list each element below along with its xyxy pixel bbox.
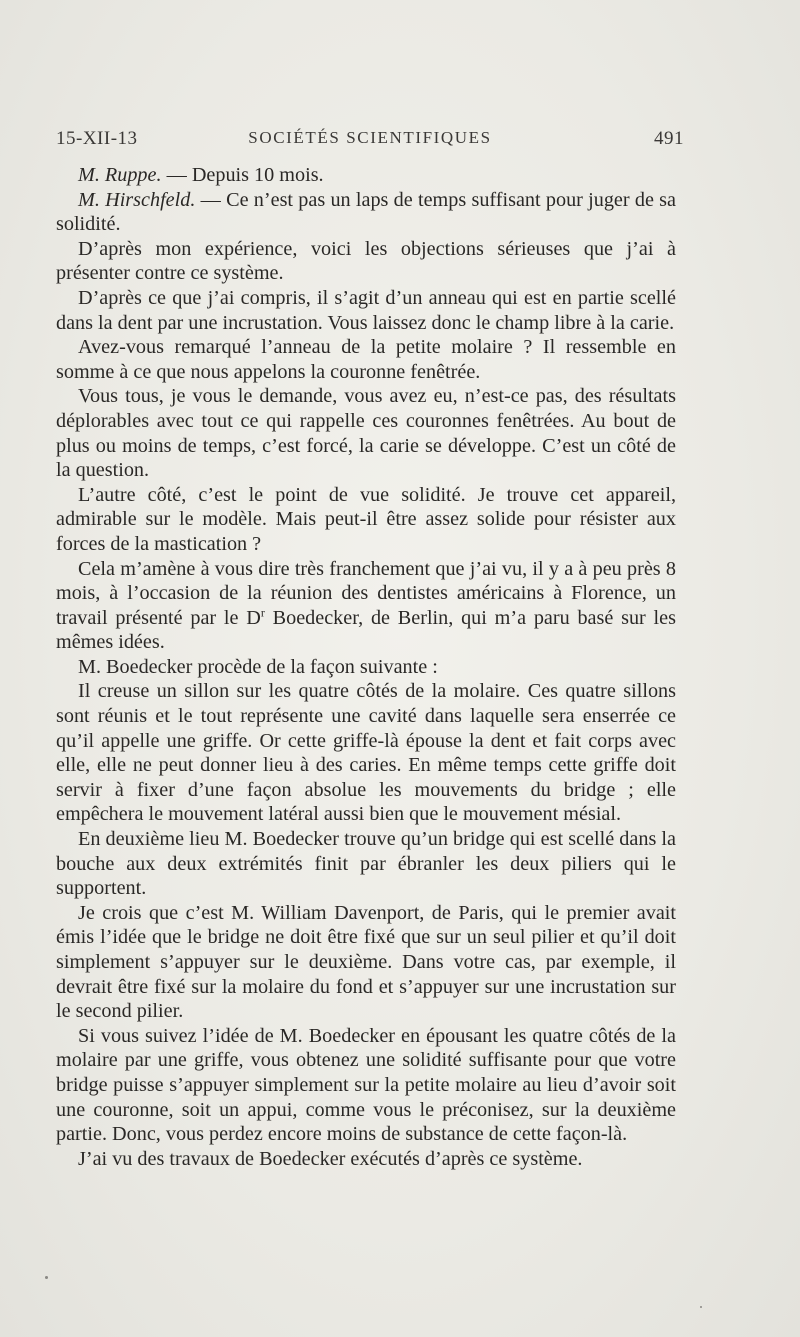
paragraph-text: — Ce n’est pas un laps de temps suffisant pour juger de sa solidité. (56, 188, 676, 236)
superscript: r (260, 604, 265, 619)
paragraph: Avez-vous remarqué l’anneau de la petite molaire ? Il ressemble en somme à ce que nous appelons la couronne fenêtrée. (56, 336, 676, 383)
paper-speck (700, 1306, 702, 1308)
running-head-date: 15-XII-13 (56, 128, 138, 149)
speaker-name: M. Hirschfeld. (78, 188, 196, 211)
speaker-name: M. Ruppe. (78, 164, 162, 186)
paragraph: J’ai vu des travaux de Boedecker exécutés d’après ce système. (78, 1147, 583, 1170)
paragraph: M. Boedecker procède de la façon suivante : (78, 655, 438, 678)
paragraph: Je crois que c’est M. William Davenport, de Paris, qui le premier avait émis l’idée que le bridge ne doit être fixé que sur un seul pilier et qu’il doit simplement s’appuyer sur le deuxième. Dans votre cas, par exemple, il devrait être fixé sur la molaire du fond et s’appuyer sur une incrustation sur le second pilier. (56, 901, 676, 1023)
paragraph: En deuxième lieu M. Boedecker trouve qu’un bridge qui est scellé dans la bouche aux deux extrémités finit par ébranler les deux piliers qui le supportent. (56, 828, 676, 900)
paragraph (56, 188, 676, 237)
paragraph: L’autre côté, c’est le point de vue solidité. Je trouve cet appareil, admirable sur le modèle. Mais peut-il être assez solide pour résister aux forces de la mastication ? (56, 483, 676, 555)
paragraph: Il creuse un sillon sur les quatre côtés de la molaire. Ces quatre sillons sont réunis et le tout représente une cavité dans laquelle sera enserrée ce qu’il appelle une griffe. Or cette griffe-là épouse la dent et fait corps avec elle, elle ne peut donner lieu à des caries. En même temps cette griffe doit servir à fixer d’une façon absolue les mouvements du bridge ; elle empêchera le mouvement latéral aussi bien que le mouvement mésial. (56, 680, 676, 826)
body-text (56, 163, 676, 1171)
paragraph-text: Cela m’amène à vous dire très franchement que j’ai vu, il y a à peu près 8 mois, à l’occasion de la réunion des dentistes américains à Florence, un travail présenté par le D (56, 557, 676, 629)
paper-speck (45, 1276, 48, 1279)
paragraph: D’après mon expérience, voici les objections sérieuses que j’ai à présenter contre ce système. (56, 237, 676, 285)
paragraph (56, 163, 676, 188)
page-number: 491 (654, 128, 684, 149)
running-head-title: SOCIÉTÉS SCIENTIFIQUES (248, 128, 492, 147)
paragraph: Si vous suivez l’idée de M. Boedecker en épousant les quatre côtés de la molaire par une griffe, vous obtenez une solidité suffisante pour que votre bridge puisse s’appuyer simplement sur la petite molaire au lieu d’avoir soit une couronne, soit un appui, comme vous le préconisez, sur la deuxième partie. Donc, vous perdez encore moins de substance de cette façon-là. (56, 1024, 676, 1146)
paragraph-text: — Depuis 10 mois. (161, 164, 324, 186)
paragraph-text: Boedecker, de Berlin, qui m’a paru basé sur les mêmes idées. (56, 606, 676, 654)
paragraph: Vous tous, je vous le demande, vous avez eu, n’est-ce pas, des résultats déplorables avec tout ce qui rappelle ces couronnes fenêtrées. Au bout de plus ou moins de temps, c’est forcé, la carie se développe. C’est un côté de la question. (56, 385, 676, 482)
running-head (56, 128, 684, 156)
paragraph (56, 557, 676, 655)
paragraph: D’après ce que j’ai compris, il s’agit d’un anneau qui est en partie scellé dans la dent par une incrustation. Vous laissez donc le champ libre à la carie. (56, 286, 676, 334)
